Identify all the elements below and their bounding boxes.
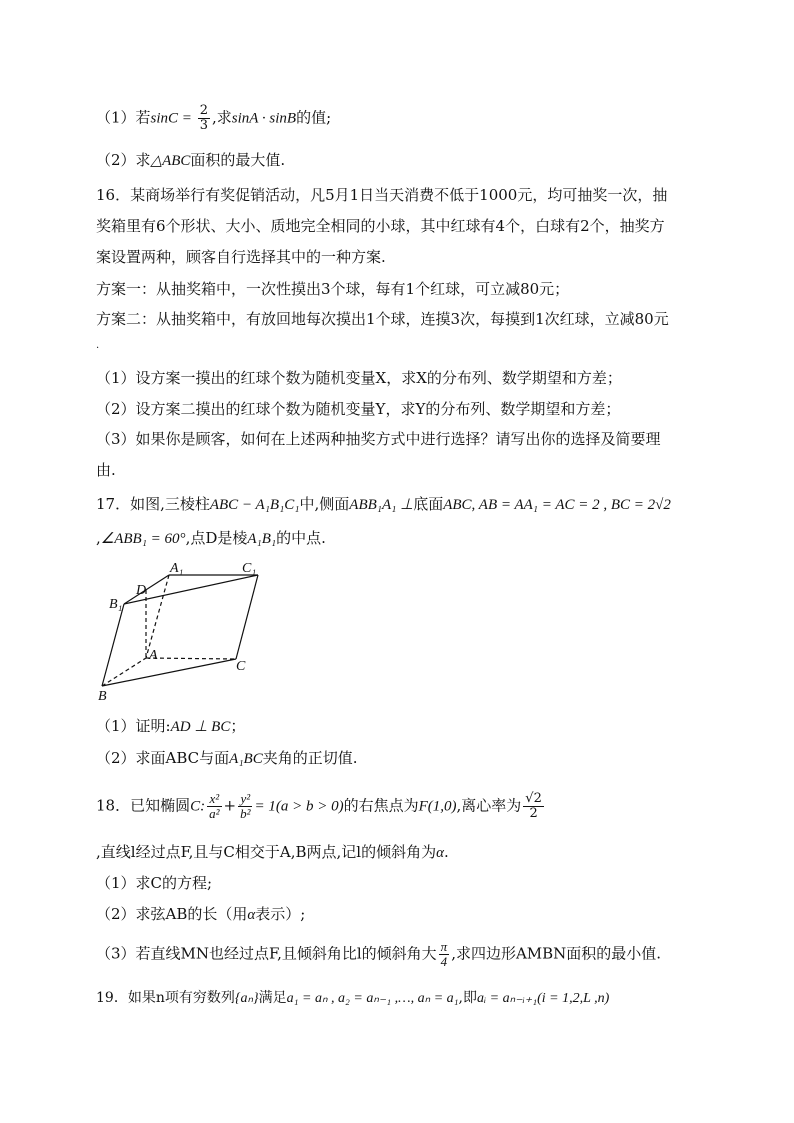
q17-part1 — [96, 716, 245, 737]
q16-part1: （1）设方案一摸出的红球个数为随机变量X，求X的分布列、数学期望和方差； — [96, 369, 622, 387]
frac-den: 4 — [440, 954, 448, 969]
text: . — [443, 843, 449, 861]
text: （3）若直线MN也经过点F,且倾斜角比l的倾斜角大 — [96, 944, 437, 963]
frac-num: √2 — [525, 791, 542, 806]
q16-part3: （3）如果你是顾客，如何在上述两种抽奖方式中进行选择？请写出你的选择及简要理 — [96, 430, 661, 448]
text: （2）求弦AB的长（用 — [96, 905, 248, 923]
math: △ABC — [150, 153, 191, 169]
text: 的中点. — [276, 529, 326, 547]
math: = 1(a > b > 0) — [254, 798, 344, 815]
frac-num: y² — [238, 792, 252, 807]
q15-part1 — [96, 104, 331, 133]
math: aᵢ = aₙ₋ᵢ₊₁(i = 1,2,L ,n) — [476, 991, 610, 1006]
q16-part3-cont: 由. — [96, 461, 116, 479]
text: , — [96, 529, 101, 547]
prism-figure — [96, 560, 276, 702]
q16-line2: 奖箱里有6个形状、大小、质地完全相同的小球，其中红球有4个，白球有2个，抽奖方 — [96, 217, 665, 235]
text: 的右焦点为 — [343, 796, 419, 815]
text: 18．已知椭圆 — [96, 796, 191, 815]
q16-line1: 16．某商场举行有奖促销活动，凡5月1日当天消费不低于1000元，均可抽奖一次，抽 — [96, 186, 668, 204]
label-A1: A₁ — [170, 561, 184, 576]
q16-line3: 案设置两种，顾客自行选择其中的一种方案. — [96, 248, 386, 266]
text: （2）求面ABC与面 — [96, 749, 230, 767]
q18-part1: （1）求C的方程; — [96, 874, 213, 892]
text: ,直线l经过点F,且与C相交于A,B两点,记l的倾斜角为 — [96, 843, 437, 861]
text: ,求四边形AMBN面积的最小值. — [451, 944, 662, 963]
label-A: A — [149, 648, 158, 663]
q16-plan1: 方案一：从抽奖箱中，一次性摸出3个球，每有1个红球，可立减80元； — [96, 280, 570, 298]
text: 表示）; — [255, 905, 306, 923]
frac-num: x² — [207, 792, 221, 807]
text: ,即 — [458, 990, 477, 1006]
frac-num: 2 — [199, 103, 208, 118]
q17-line1 — [96, 494, 671, 515]
fraction-pi — [439, 940, 450, 969]
math: A₁BC — [229, 751, 263, 767]
math: ABB₁A₁ ⊥ — [349, 497, 414, 513]
frac-num: π — [440, 939, 448, 954]
text: ,点D是棱 — [185, 529, 248, 547]
text: （1）证明: — [96, 717, 171, 735]
fraction-e — [523, 792, 544, 821]
text: （2）求 — [96, 151, 151, 169]
fraction-x — [207, 792, 221, 821]
fraction-y — [238, 792, 252, 821]
label-B: B — [98, 689, 107, 702]
q15-part2 — [96, 150, 285, 171]
fraction — [198, 104, 210, 133]
text: 的值; — [296, 108, 332, 127]
q17-part2 — [96, 748, 357, 769]
text: 17．如图,三棱柱 — [96, 495, 210, 513]
math: A₁B₁ — [247, 531, 277, 547]
text: 底面 — [413, 495, 444, 513]
text: 面积的最大值. — [190, 151, 286, 169]
text: ,求 — [211, 108, 232, 127]
q16-part2: （2）设方案二摸出的红球个数为随机变量Y，求Y的分布列、数学期望和方差； — [96, 400, 621, 418]
label-B1: B₁ — [109, 597, 123, 612]
math: AD ⊥ BC — [170, 719, 231, 735]
math: a₁ = aₙ , a₂ = aₙ₋₁ ,…, aₙ = a₁ — [286, 991, 459, 1006]
math: sinA · sinB — [231, 110, 297, 127]
math: ABC − A₁B₁C₁ — [209, 497, 300, 513]
q18-line2 — [96, 842, 449, 863]
text: ； — [230, 717, 246, 735]
q19-line1 — [96, 988, 609, 1009]
text: 中,侧面 — [299, 495, 350, 513]
label-C: C — [236, 659, 246, 674]
frac-den: b² — [240, 806, 251, 821]
math: sinC = — [150, 110, 196, 127]
text: 19．如果n项有穷数列 — [96, 990, 235, 1006]
frac-den: a² — [209, 806, 220, 821]
q18-line1 — [96, 792, 546, 821]
text: 夹角的正切值. — [262, 749, 358, 767]
math: C: — [190, 798, 206, 815]
text: ,离心率为 — [456, 796, 522, 815]
q16-dot: . — [96, 340, 100, 351]
label-C1: C₁ — [242, 561, 257, 576]
math: + — [223, 796, 237, 815]
math: ∠ABB₁ = 60° — [100, 531, 186, 547]
frac-den: 3 — [199, 118, 208, 133]
text: 满足 — [258, 990, 287, 1006]
label-D: D — [136, 583, 147, 598]
q18-part2 — [96, 904, 305, 925]
math: α — [436, 845, 444, 861]
q17-line2 — [96, 528, 326, 549]
q16-plan2: 方案二：从抽奖箱中，有放回地每次摸出1个球，连摸3次，每摸到1次红球，立减80元 — [96, 310, 669, 328]
math: F(1,0) — [418, 798, 457, 815]
math: α — [247, 907, 256, 923]
text: （1）若 — [96, 108, 151, 127]
q18-part3 — [96, 940, 661, 969]
math: {aₙ} — [234, 991, 259, 1006]
math: ABC, AB = AA₁ = AC = 2 , BC = 2√2 — [443, 497, 671, 513]
frac-den: 2 — [529, 806, 538, 821]
